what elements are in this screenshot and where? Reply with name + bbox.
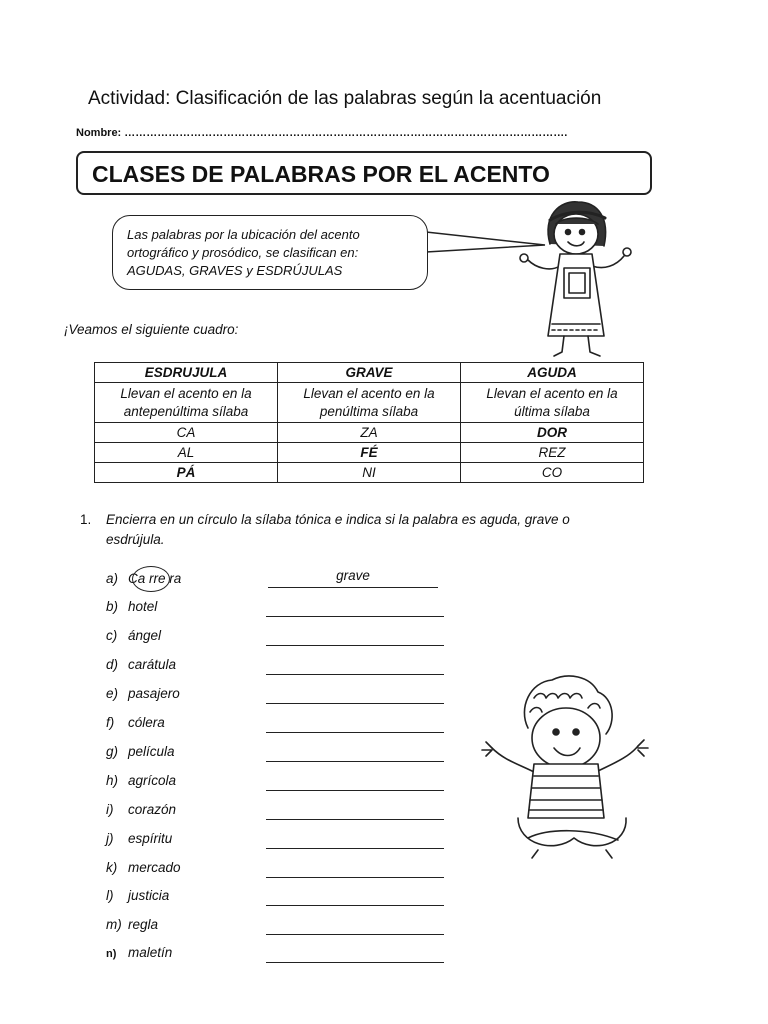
table-cell: CO <box>461 463 644 483</box>
exercise-item <box>106 686 180 701</box>
exercise-letter: h) <box>106 773 119 788</box>
exercise-word: corazón <box>128 802 177 817</box>
speech-bubble <box>112 215 428 290</box>
exercise-word: carátula <box>128 657 177 672</box>
table-cell: REZ <box>461 443 644 463</box>
exercise-word: agrícola <box>128 773 177 788</box>
banner-box <box>76 151 652 195</box>
header-esdrujula: ESDRUJULA <box>95 363 278 383</box>
exercise-letter: e) <box>106 686 119 701</box>
exercise-word: cólera <box>128 715 165 730</box>
table-cell: NI <box>278 463 461 483</box>
page-title: Actividad: Clasificación de las palabras según la acentuación <box>88 88 602 109</box>
exercise-letter: f) <box>106 715 115 730</box>
exercise-letter: c) <box>106 628 118 643</box>
answer-field[interactable] <box>266 859 444 878</box>
bubble-line-2: ortográfico y prosódico, se clasifican en: <box>127 245 359 260</box>
exercise-item <box>106 831 172 846</box>
exercise-letter: m) <box>106 917 122 932</box>
name-field[interactable]: Nombre: …………………………………………………………………………………………………………. <box>76 127 568 139</box>
table-cell: AL <box>95 443 278 463</box>
exercise-word: mercado <box>128 860 181 875</box>
exercise-letter: i) <box>106 802 114 817</box>
exercise-letter: n) <box>106 948 117 960</box>
desc-esdrujula: Llevan el acento en la antepenúltima sílaba <box>95 383 278 423</box>
exercise-item <box>106 599 157 614</box>
answer-field[interactable] <box>266 743 444 762</box>
exercise-item <box>106 628 161 643</box>
exercise-word: regla <box>128 917 159 932</box>
exercise-letter: g) <box>106 744 119 759</box>
girl-illustration-icon <box>512 196 642 362</box>
desc-aguda: Llevan el acento en la última sílaba <box>461 383 644 423</box>
table-cell: CA <box>95 423 278 443</box>
syllable-table <box>94 362 644 483</box>
exercise-item <box>106 917 158 932</box>
exercise-item <box>106 860 181 875</box>
answer-field[interactable] <box>266 801 444 820</box>
exercise-word: película <box>128 744 175 759</box>
header-grave: GRAVE <box>278 363 461 383</box>
answer-field[interactable] <box>266 598 444 617</box>
answer-field[interactable] <box>266 714 444 733</box>
banner-title: CLASES DE PALABRAS POR EL ACENTO <box>92 161 550 187</box>
instruction-number: 1. <box>80 512 92 527</box>
exercise-letter: l) <box>106 888 114 903</box>
exercise-item <box>106 945 172 960</box>
bubble-tail <box>0 0 768 400</box>
exercise-item <box>106 657 176 672</box>
intro-text: ¡Veamos el siguiente cuadro: <box>64 322 239 337</box>
answer-field[interactable] <box>266 887 444 906</box>
table-cell: ZA <box>278 423 461 443</box>
exercise-word: pasajero <box>128 686 180 701</box>
answer-field[interactable] <box>266 830 444 849</box>
bubble-line-1: Las palabras por la ubicación del acento <box>127 227 360 242</box>
answer-field[interactable] <box>266 916 444 935</box>
table-cell: FÉ <box>278 443 461 463</box>
exercise-item <box>106 744 175 759</box>
exercise-word: ángel <box>128 628 162 643</box>
exercise-item <box>106 715 165 730</box>
header-aguda: AGUDA <box>461 363 644 383</box>
exercise-word: justicia <box>128 888 170 903</box>
answer-field[interactable] <box>266 685 444 704</box>
answer-field[interactable] <box>266 627 444 646</box>
instruction-line-1: Encierra en un círculo la sílaba tónica e indica si la palabra es aguda, grave o <box>106 512 570 527</box>
bubble-line-3: AGUDAS, GRAVES y ESDRÚJULAS <box>127 263 343 278</box>
exercise-letter: a) <box>106 571 119 586</box>
boy-illustration-icon <box>478 668 668 864</box>
exercise-word: maletín <box>128 945 173 960</box>
answer-field[interactable] <box>266 656 444 675</box>
exercise-letter: d) <box>106 657 119 672</box>
exercise-word: hotel <box>128 599 158 614</box>
answer-field[interactable] <box>268 569 438 588</box>
exercise-letter: b) <box>106 599 119 614</box>
table-cell: PÁ <box>95 463 278 483</box>
exercise-item <box>106 773 176 788</box>
exercise-word: Ca rre ra <box>128 571 182 586</box>
answer-field[interactable] <box>266 772 444 791</box>
exercise-letter: j) <box>106 831 114 846</box>
exercise-letter: k) <box>106 860 118 875</box>
exercise-word: espíritu <box>128 831 173 846</box>
exercise-item <box>106 802 176 817</box>
answer-text: grave <box>336 568 370 583</box>
exercise-item <box>106 888 169 903</box>
instruction-line-2: esdrújula. <box>106 532 165 547</box>
desc-grave: Llevan el acento en la penúltima sílaba <box>278 383 461 423</box>
table-cell: DOR <box>461 423 644 443</box>
answer-field[interactable] <box>266 944 444 963</box>
tonic-syllable-circle <box>132 566 170 592</box>
